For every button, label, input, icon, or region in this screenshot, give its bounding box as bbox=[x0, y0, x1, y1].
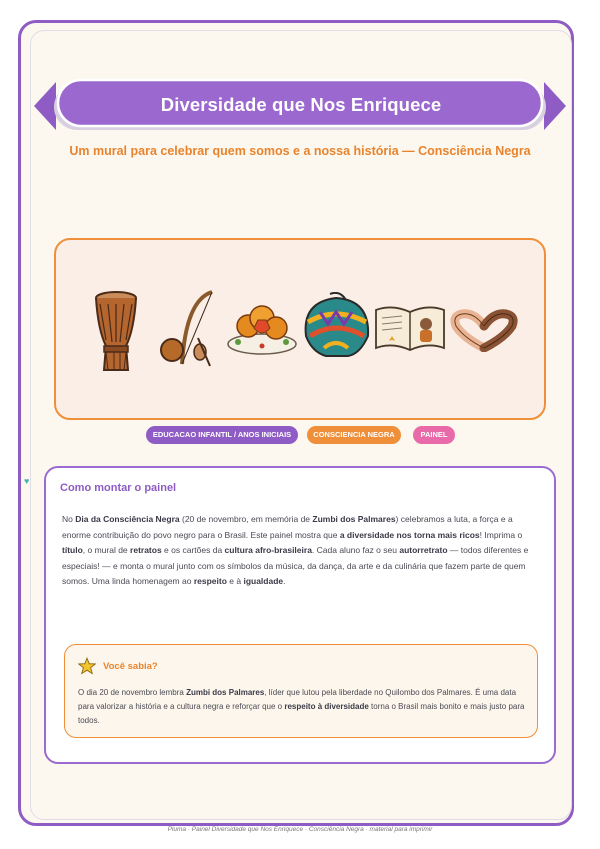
food-plate-icon bbox=[226, 302, 298, 358]
heart-hands-icon bbox=[448, 308, 520, 352]
fact-text: O dia 20 de novembro lembra Zumbi dos Palmares, líder que lutou pela liberdade no Quilombo dos Palmares. É uma data para valorizar a história e a cultura negra e reforçar que o respeito à diversidade torna o Brasil mais bonito e mais justo para todos. bbox=[78, 688, 525, 726]
tag-type: PAINEL bbox=[413, 426, 455, 444]
instructions-title: Como montar o painel bbox=[60, 482, 177, 494]
berimbau-icon bbox=[158, 290, 220, 370]
page-footer: Pluma · Painel Diversidade que Nos Enriquece · Consciência Negra · material para imprimir bbox=[167, 826, 433, 833]
tag-audience: EDUCACAO INFANTIL / ANOS INICIAIS bbox=[146, 426, 298, 444]
star-icon bbox=[78, 657, 96, 675]
instructions-text: No Dia da Consciência Negra (20 de novembro, em memória de Zumbi dos Palmares) celebramos a luta, a força e a enorme contribuição do povo negro para o Brasil. Este painel mostra que a diversidade nos torna mais ricos! Imprima o título, o mural de retratos e os cartões da cultura afro-brasileira. Cada aluno faz o seu autorretrato — todos diferentes e especiais! — e monta o mural junto com os símbolos da música, da dança, da arte e da culinária que fazem parte de quem somos. Uma linda homenagem ao respeito e à igualdade. bbox=[62, 514, 529, 587]
tag-list bbox=[0, 426, 600, 446]
heart-icon: ♥ bbox=[24, 476, 30, 486]
fact-title: Você sabia? bbox=[103, 661, 158, 672]
open-book-icon bbox=[372, 302, 448, 356]
page-title: Diversidade que Nos Enriquece bbox=[160, 94, 442, 115]
drum-icon bbox=[92, 290, 140, 376]
tag-theme: CONSCIENCIA NEGRA bbox=[307, 426, 401, 444]
headwrap-icon bbox=[300, 292, 374, 362]
page-subtitle: Um mural para celebrar quem somos e a nossa história — Consciência Negra bbox=[69, 144, 531, 158]
